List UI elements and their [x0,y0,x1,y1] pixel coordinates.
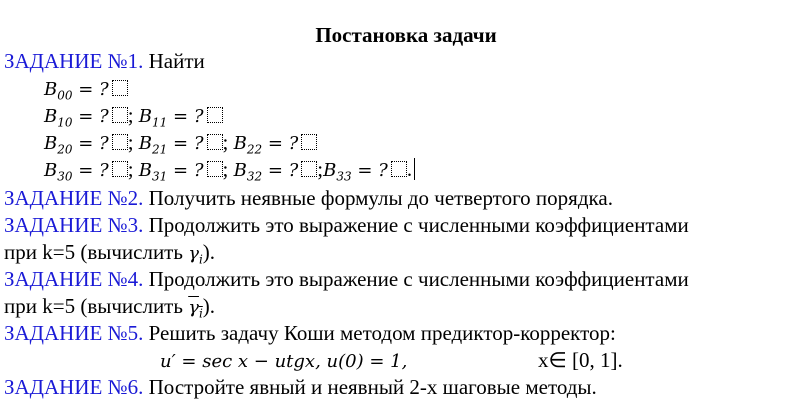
task-4-text: Продолжить это выражение с численными коэффициентами [143,267,689,291]
task-2-label: ЗАДАНИЕ №2. [4,186,144,210]
b-var: $B_{11}$ [138,106,168,130]
placeholder-box [301,161,317,177]
b-var: $B_{31}$ [138,160,168,184]
equals-question: = ? [167,133,204,154]
b-row-3: $B_{30}$ = ? ; $B_{31}$ = ? ; $B_{32}$ = ? $;B_{33}$ = ? . [44,156,415,190]
task-1-text: Найти [143,49,205,73]
gamma-i: $\gamma_i$ [188,243,203,267]
equals-question: = ? [72,133,109,154]
page-title: Постановка задачи [315,23,497,47]
task-5-label: ЗАДАНИЕ №5. [4,321,144,345]
separator: ; [222,130,234,154]
b-var: $B_{22}$ [233,133,263,157]
separator: ; [222,157,234,181]
placeholder-box [207,134,223,150]
placeholder-box [207,161,223,177]
placeholder-box [112,80,128,96]
task-6 [4,374,597,400]
b-var: $B_{00}$ [44,79,73,103]
task-6-text: Постройте явный и неявный 2-х шаговые методы. [143,375,597,399]
equals-question: = ? [167,160,204,181]
placeholder-box [112,107,128,123]
b-var: $B_{10}$ [44,106,73,130]
task-2-text: Получить неявные формулы до четвертого порядка. [143,186,613,210]
task-3-text: Продолжить это выражение с численными коэффициентами [143,213,689,237]
equation-domain: x∈ [0, 1]. [538,348,623,372]
task-1 [4,48,205,74]
equals-question: = ? [262,133,299,154]
equals-question: = ? [72,106,109,127]
task-4-label: ЗАДАНИЕ №4. [4,267,144,291]
task-3-label: ЗАДАНИЕ №3. [4,213,144,237]
task-5-text: Решить задачу Коши методом предиктор-корректор: [143,321,616,345]
task-3 [4,212,689,238]
task-2 [4,185,613,211]
b-var: $B_{33}$ [323,160,352,184]
task-4-continuation: при k=5 (вычислить $\gamma_i$). [4,294,216,321]
cauchy-equation [160,347,407,375]
task-6-label: ЗАДАНИЕ №6. [4,375,144,399]
equals-question: = ? [72,160,109,181]
text-cursor [414,158,415,180]
b-var: $B_{20}$ [44,133,73,157]
equals-question: = ? [262,160,299,181]
task-1-label: ЗАДАНИЕ №1. [4,49,144,73]
equals-question: = ? [167,106,204,127]
b-var: $B_{30}$ [44,160,73,184]
task-4 [4,266,689,292]
b-var: $B_{21}$ [138,133,168,157]
placeholder-box [112,161,128,177]
placeholder-box [301,134,317,150]
task-3-continuation: при k=5 (вычислить $\gamma_i$). [4,240,216,267]
placeholder-box [391,161,407,177]
separator: ; [127,103,139,127]
gamma-i-bar: $\gamma_i$ [188,297,203,321]
b-var: $B_{32}$ [233,160,263,184]
placeholder-box [112,134,128,150]
equation-lhs: u′ = sec x − utgx, u(0) = 1, [160,351,408,372]
equals-question: = ? [72,79,109,100]
separator: ; [127,130,139,154]
equals-question: = ? [351,160,388,181]
task-5 [4,320,616,346]
separator: ; [127,157,139,181]
placeholder-box [207,107,223,123]
